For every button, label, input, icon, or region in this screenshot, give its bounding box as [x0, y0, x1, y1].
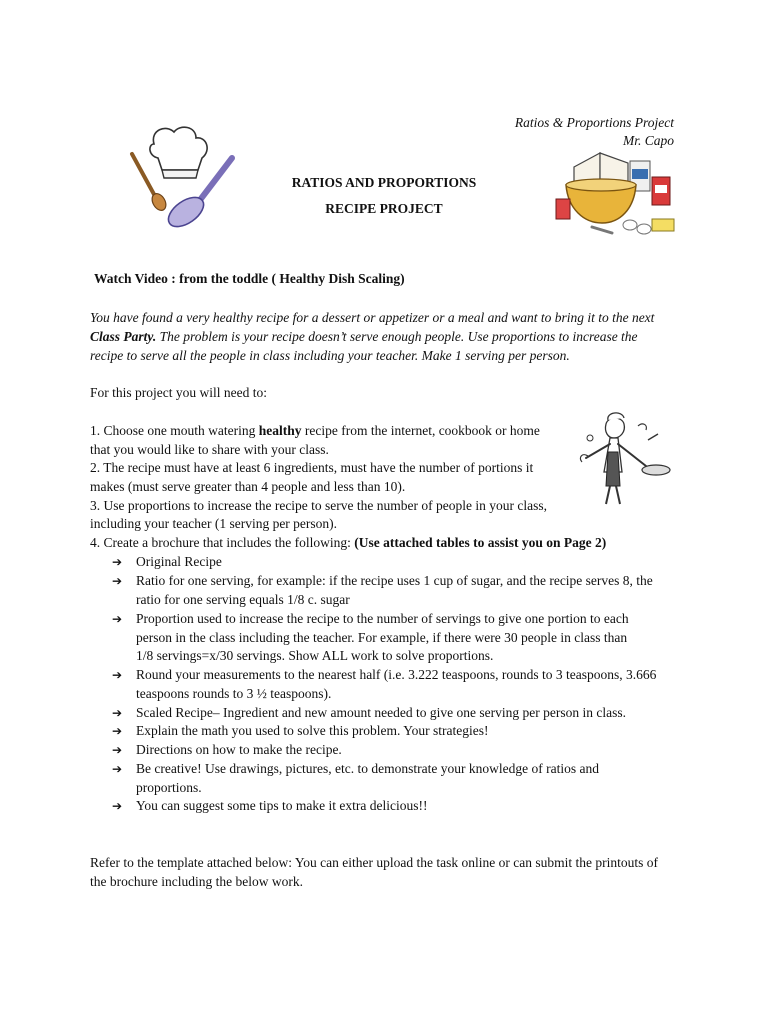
intro-line-2: [90, 328, 638, 347]
page-title: RATIOS AND PROPORTIONS: [291, 175, 477, 190]
arrow-icon: ➔: [112, 668, 123, 682]
step-3-line-2: including your teacher (1 serving per person).: [90, 516, 338, 531]
arrow-icon: ➔: [112, 706, 123, 720]
intro-line-3: recipe to serve all the people in class including your teacher. Make 1 serving per person.: [90, 348, 570, 363]
step-2-line-2: makes (must serve greater than 4 people and less than 10).: [90, 479, 406, 494]
arrow-icon: ➔: [112, 555, 123, 569]
arrow-icon: ➔: [112, 743, 123, 757]
arrow-icon: ➔: [112, 724, 123, 738]
list-item: ➔ Round your measurements to the nearest half (i.e. 3.222 teaspoons, rounds to 3 teaspoons, 3.666 teaspoons rounds to 3 ½ teaspoons).: [112, 667, 657, 701]
class-party-text: Class Party.: [90, 329, 157, 344]
list-item: ➔ Explain the math you used to solve this problem. Your strategies!: [112, 722, 488, 741]
step-1-text-b: recipe from the internet, cookbook or home: [301, 423, 540, 438]
step-2-line-1: 2. The recipe must have at least 6 ingredients, must have the number of portions it: [90, 460, 534, 475]
list-item: ➔ You can suggest some tips to make it extra delicious!!: [112, 797, 427, 816]
step-1-line-2: that you would like to share with your class.: [90, 442, 329, 457]
step-3-line-1: 3. Use proportions to increase the recipe to serve the number of people in your class,: [90, 498, 547, 513]
footer-line-1: Refer to the template attached below: You can either upload the task online or can submit the printouts of: [90, 855, 658, 870]
watch-video-text: Watch Video : from the toddle ( Healthy Dish Scaling): [94, 271, 405, 286]
teacher-name: Mr. Capo: [622, 133, 674, 148]
list-item: ➔ Proportion used to increase the recipe to the number of servings to give one portion to each person in the class including the teacher. For example, if there were 30 people in class than 1/8 servings=x/30 servings. Show ALL work to solve proportions.: [112, 611, 629, 664]
need-text: For this project you will need to:: [90, 385, 267, 400]
step-1-line-1: [90, 422, 540, 441]
list-item: ➔ Directions on how to make the recipe.: [112, 741, 342, 760]
mixing-bowl-clipart: [552, 143, 680, 238]
intro-line-2-rest: The problem is your recipe doesn’t serve enough people. Use proportions to increase the: [156, 329, 638, 344]
arrow-icon: ➔: [112, 762, 123, 776]
list-item: ➔ Ratio for one serving, for example: if the recipe uses 1 cup of sugar, and the recipe serves 8, the ratio for one serving equals 1/8 c. sugar: [112, 573, 653, 607]
step-1-text-a: 1. Choose one mouth watering: [90, 423, 259, 438]
list-item: ➔ Original Recipe: [112, 553, 222, 572]
step-1-healthy: healthy: [258, 423, 302, 438]
arrow-icon: ➔: [112, 612, 123, 626]
arrow-icon: ➔: [112, 799, 123, 813]
arrow-icon: ➔: [112, 574, 123, 588]
footer-line-2: the brochure including the below work.: [90, 874, 303, 889]
list-item: ➔ Be creative! Use drawings, pictures, etc. to demonstrate your knowledge of ratios and proportions.: [112, 761, 599, 795]
step-4-note: (Use attached tables to assist you on Page 2): [354, 535, 607, 550]
step-4-text: 4. Create a brochure that includes the following:: [90, 535, 355, 550]
juggling-chef-clipart: [578, 412, 676, 508]
list-item: ➔ Scaled Recipe– Ingredient and new amount needed to give one serving per person in class.: [112, 704, 626, 723]
page-subtitle: RECIPE PROJECT: [325, 201, 443, 216]
step-4-line-1: [90, 534, 606, 553]
project-subtitle: Ratios & Proportions Project: [514, 115, 674, 130]
intro-line-1: You have found a very healthy recipe for a dessert or appetizer or a meal and want to bring it to the next: [90, 310, 655, 325]
